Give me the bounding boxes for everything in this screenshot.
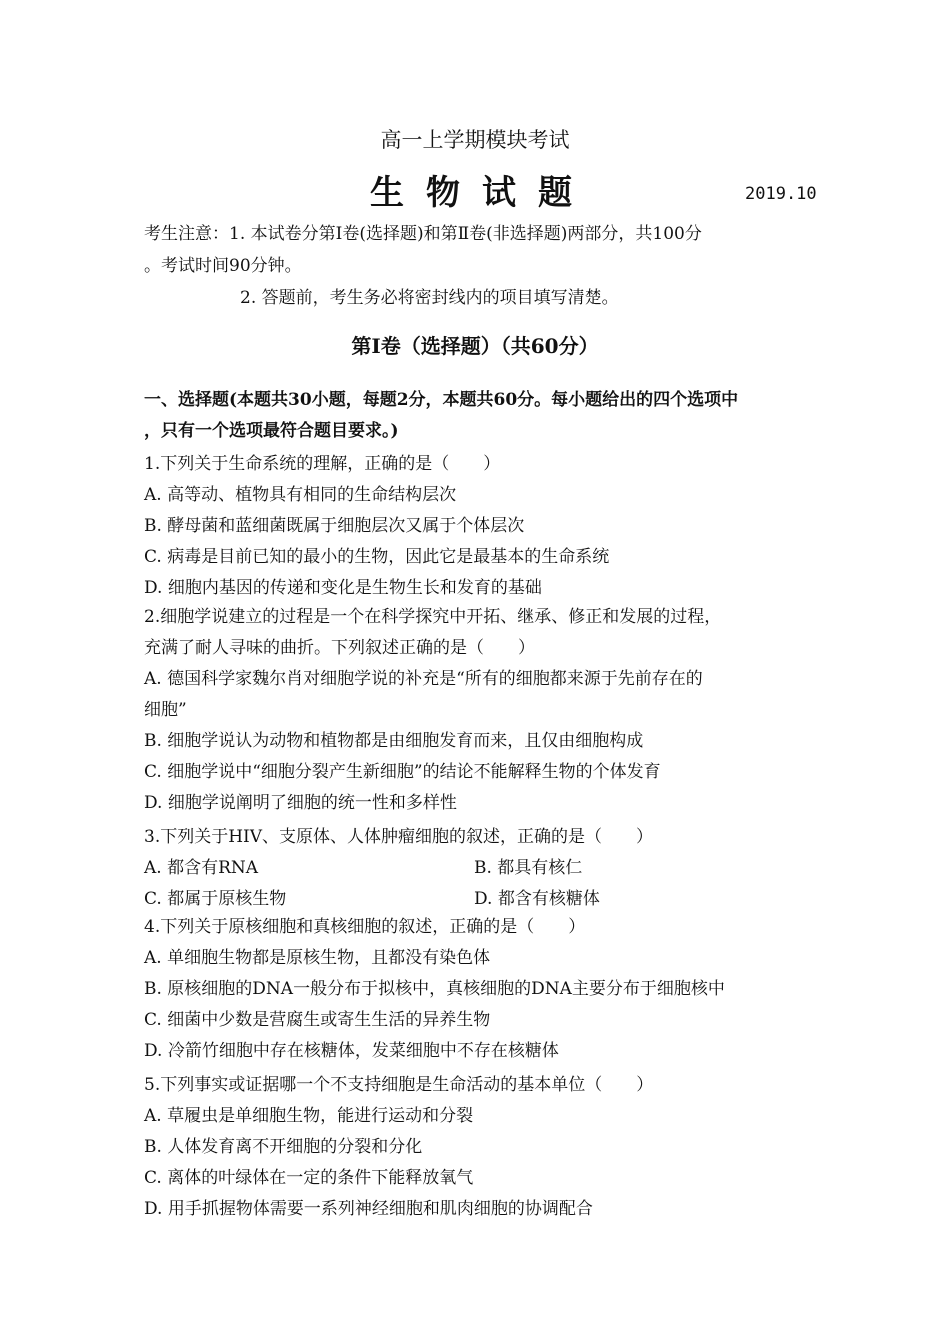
subject-title: 生物试题 [370, 173, 594, 213]
part-intro-line-2: ，只有一个选项最符合题目要求。) [144, 421, 399, 441]
question-4-option-c: C. 细菌中少数是营腐生或寄生生活的异养生物 [144, 1010, 491, 1030]
question-1-option-d: D. 细胞内基因的传递和变化是生物生长和发育的基础 [144, 578, 542, 598]
question-4-stem: 4.下列关于原核细胞和真核细胞的叙述，正确的是（ ） [144, 917, 586, 937]
section-title: 第Ⅰ卷（选择题）（共60分） [351, 334, 599, 358]
question-3-option-b: B. 都具有核仁 [474, 858, 583, 878]
question-3-option-c: C. 都属于原核生物 [144, 889, 287, 909]
question-5-option-c: C. 离体的叶绿体在一定的条件下能释放氧气 [144, 1168, 474, 1188]
question-1-option-a: A. 高等动、植物具有相同的生命结构层次 [144, 485, 457, 505]
question-4-option-d: D. 冷箭竹细胞中存在核糖体，发菜细胞中不存在核糖体 [144, 1041, 559, 1061]
question-3-option-a: A. 都含有RNA [144, 858, 259, 878]
notice-line-1: 考生注意：1. 本试卷分第Ⅰ卷(选择题)和第Ⅱ卷(非选择题)两部分，共100分 [144, 224, 702, 244]
question-5-option-b: B. 人体发育离不开细胞的分裂和分化 [144, 1137, 423, 1157]
part-intro-line-1: 一、选择题(本题共30小题，每题2分，本题共60分。每小题给出的四个选项中 [144, 390, 739, 410]
question-3-stem: 3.下列关于HIV、支原体、人体肿瘤细胞的叙述，正确的是（ ） [144, 827, 654, 847]
question-1-option-b: B. 酵母菌和蓝细菌既属于细胞层次又属于个体层次 [144, 516, 525, 536]
exam-name: 高一上学期模块考试 [380, 128, 570, 152]
question-4-option-b: B. 原核细胞的DNA一般分布于拟核中，真核细胞的DNA主要分布于细胞核中 [144, 979, 725, 999]
notice-line-1-cont: 。考试时间90分钟。 [144, 256, 302, 276]
question-2-option-b: B. 细胞学说认为动物和植物都是由细胞发育而来，且仅由细胞构成 [144, 731, 644, 751]
question-2-option-c: C. 细胞学说中“细胞分裂产生新细胞”的结论不能解释生物的个体发育 [144, 762, 661, 782]
question-2-stem-line-1: 2.细胞学说建立的过程是一个在科学探究中开拓、继承、修正和发展的过程， [144, 607, 722, 627]
question-3-option-d: D. 都含有核糖体 [474, 889, 600, 909]
question-2-stem-line-2: 充满了耐人寻味的曲折。下列叙述正确的是（ ） [144, 638, 535, 658]
notice-line-2: 2. 答题前，考生务必将密封线内的项目填写清楚。 [240, 288, 619, 308]
question-2-option-a-line-1: A. 德国科学家魏尔肖对细胞学说的补充是“所有的细胞都来源于先前存在的 [144, 669, 703, 689]
question-2-option-a-line-2: 细胞” [144, 700, 187, 720]
question-5-stem: 5.下列事实或证据哪一个不支持细胞是生命活动的基本单位（ ） [144, 1075, 654, 1095]
question-5-option-d: D. 用手抓握物体需要一系列神经细胞和肌肉细胞的协调配合 [144, 1199, 593, 1219]
question-2-option-d: D. 细胞学说阐明了细胞的统一性和多样性 [144, 793, 457, 813]
question-5-option-a: A. 草履虫是单细胞生物，能进行运动和分裂 [144, 1106, 474, 1126]
question-1-stem: 1.下列关于生命系统的理解，正确的是（ ） [144, 454, 501, 474]
question-4-option-a: A. 单细胞生物都是原核生物，且都没有染色体 [144, 948, 491, 968]
question-1-option-c: C. 病毒是目前已知的最小的生物，因此它是最基本的生命系统 [144, 547, 610, 567]
exam-date: 2019.10 [745, 184, 817, 204]
